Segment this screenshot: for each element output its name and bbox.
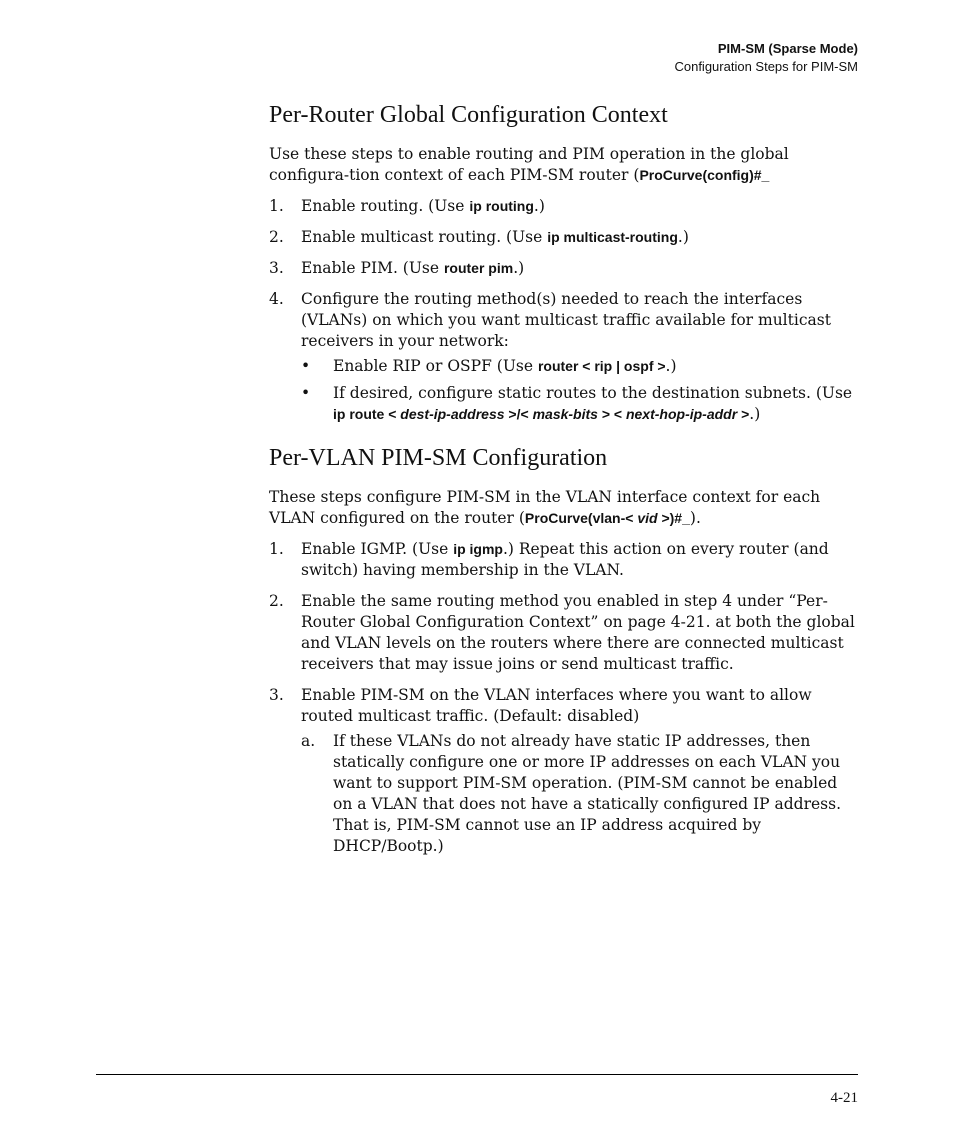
bullet-item: • If desired, configure static routes to the destination subnets. (Use ip route < dest-ip-address >/< mask-bits > < next-hop-ip-addr >.)	[301, 384, 853, 423]
list-item: 1. Enable routing. (Use ip routing.)	[269, 197, 545, 215]
section2-steps	[269, 539, 859, 857]
running-header	[674, 40, 858, 76]
section2-intro: These steps configure PIM-SM in the VLAN interface context for each VLAN configured on the router (ProCurve(vlan-< vid >)#_).	[269, 488, 821, 527]
list-item: 1. Enable IGMP. (Use ip igmp.) Repeat this action on every router (and switch) having membership in the VLAN.	[269, 540, 829, 579]
list-item: 2. Enable the same routing method you enabled in step 4 under “Per-Router Global Configuration Context” on page 4-21. at both the global and VLAN levels on the routers where there are connected multicast receivers that may issue joins or send multicast traffic.	[269, 592, 855, 673]
command-text: router < rip | ospf >	[537, 358, 666, 374]
command-text: ProCurve(vlan-< vid >)#_	[524, 510, 690, 526]
section1-steps	[269, 196, 859, 425]
bullet-list	[301, 356, 859, 425]
sub-list	[301, 731, 859, 857]
list-item: 2. Enable multicast routing. (Use ip multicast-routing.)	[269, 228, 689, 246]
footer-divider	[96, 1074, 858, 1075]
section-title-per-router: Per-Router Global Configuration Context	[269, 102, 668, 128]
page-number: 4-21	[830, 1090, 858, 1106]
command-text: ip igmp	[453, 541, 503, 557]
list-item: 4. Configure the routing method(s) needed to reach the interfaces (VLANs) on which you want multicast traffic available for multicast receivers in your network: • Enable RIP or OSPF (Use router < rip | ospf >.) • If desired, configure static routes to the destination subnets. (Use ip route < dest-ip-address >/< mask-bits > < next-hop-ip-addr >.)	[269, 289, 859, 425]
page-body	[269, 100, 859, 867]
command-text: ProCurve(config)#_	[639, 167, 770, 183]
command-text: ip multicast-routing	[547, 229, 678, 245]
header-chapter: PIM-SM (Sparse Mode)	[717, 41, 858, 56]
section2	[269, 443, 859, 857]
command-text: ip routing	[469, 198, 534, 214]
sub-item: a. If these VLANs do not already have static IP addresses, then statically configure one or more IP addresses on each VLAN you want to support PIM-SM operation. (PIM-SM cannot be enabled on a VLAN that does not have a statically configured IP address. That is, PIM-SM cannot use an IP address acquired by DHCP/Bootp.)	[301, 732, 841, 855]
command-text: router pim	[443, 260, 514, 276]
list-item: 3. Enable PIM. (Use router pim.)	[269, 259, 525, 277]
list-item: 3. Enable PIM-SM on the VLAN interfaces where you want to allow routed multicast traffic. (Default: disabled) a. If these VLANs do not already have static IP addresses, then statically configure one or more IP addresses on each VLAN you want to support PIM-SM operation. (PIM-SM cannot be enabled on a VLAN that does not have a statically configured IP address. That is, PIM-SM cannot use an IP address acquired by DHCP/Bootp.)	[269, 685, 859, 857]
section-title-per-vlan: Per-VLAN PIM-SM Configuration	[269, 445, 608, 471]
section1-intro: Use these steps to enable routing and PIM operation in the global configura-tion context of each PIM-SM router (ProCurve(config)#_	[269, 145, 789, 184]
command-text: ip route < dest-ip-address >/< mask-bits > < next-hop-ip-addr >	[333, 406, 750, 422]
header-section: Configuration Steps for PIM-SM	[674, 59, 858, 74]
bullet-item: • Enable RIP or OSPF (Use router < rip | ospf >.)	[301, 357, 677, 375]
